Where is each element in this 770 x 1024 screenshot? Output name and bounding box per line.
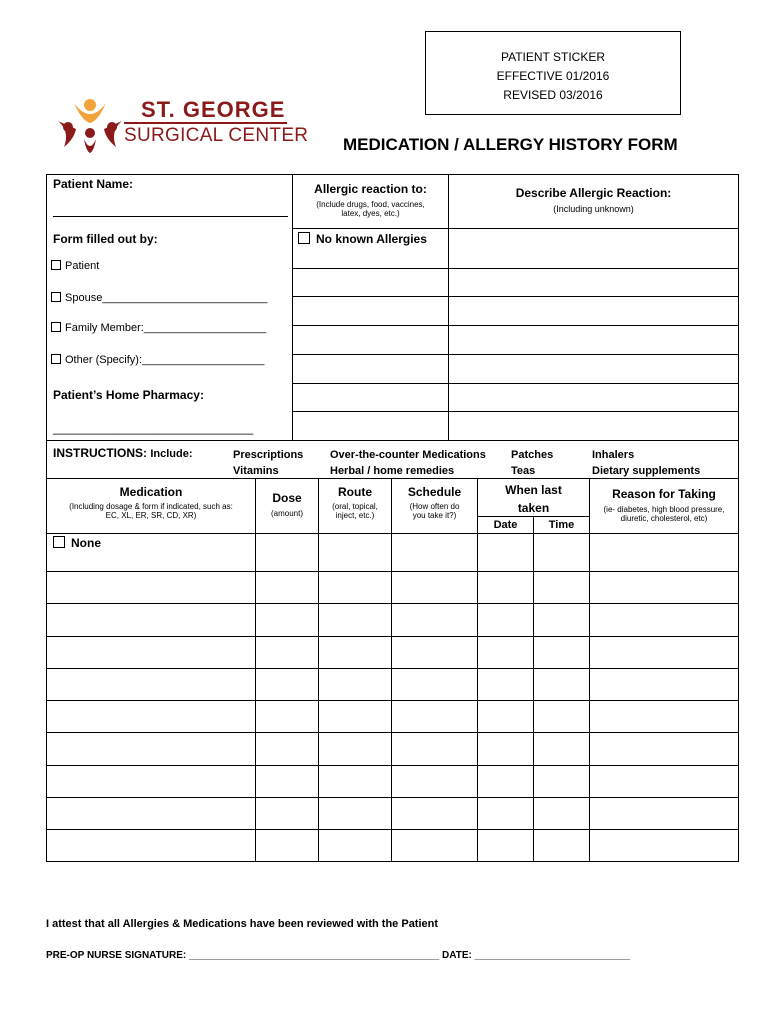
allergy-row-line	[292, 296, 739, 297]
table-row	[46, 700, 739, 701]
form-title: MEDICATION / ALLERGY HISTORY FORM	[343, 135, 678, 154]
route-header: Route (oral, topical, inject, etc.)	[332, 485, 378, 520]
filled-by-label: Form filled out by:	[53, 232, 158, 246]
instructions-col-2: Over-the-counter Medications Herbal / home remedies	[330, 449, 486, 477]
option-family-member[interactable]: Family Member:____________________	[51, 322, 266, 334]
option-other[interactable]: Other (Specify):____________________	[51, 354, 264, 366]
table-row	[46, 603, 739, 604]
dose-header: Dose (amount)	[270, 491, 303, 518]
patient-sticker-box	[425, 31, 681, 115]
col-line-route	[318, 478, 319, 862]
other-checkbox[interactable]	[51, 354, 61, 364]
allergy-row-line	[292, 354, 739, 355]
logo-name-line2: SURGICAL CENTER	[124, 125, 309, 146]
patient-name-field[interactable]	[53, 216, 288, 217]
medication-header: Medication (Including dosage & form if indicated, such as: EC, XL, ER, SR, CD, XR)	[69, 485, 233, 520]
nurse-signature-line[interactable]: PRE-OP NURSE SIGNATURE: _____________________________________________ DATE: ____________________________	[46, 950, 631, 961]
describe-reaction-header: Describe Allergic Reaction: (Including unknown)	[515, 186, 672, 214]
col-line-time	[533, 516, 534, 862]
allergy-row-line	[292, 383, 739, 384]
col-line-reason	[589, 478, 590, 862]
table-row	[46, 668, 739, 669]
home-pharmacy-field[interactable]: ______________________________	[53, 421, 254, 435]
allergy-row-line	[292, 411, 739, 412]
instructions-col-3: Patches Teas	[511, 449, 554, 477]
col-line-when	[477, 478, 478, 862]
time-header: Time	[548, 519, 575, 531]
logo-name-line1: ST. GEORGE	[141, 97, 286, 122]
table-row	[46, 571, 739, 572]
sticker-revised: REVISED 03/2016	[503, 88, 603, 102]
when-last-taken-header: When last taken	[505, 483, 562, 515]
logo-mark-icon	[56, 95, 126, 155]
med-table-top	[46, 478, 739, 479]
allergy-row-line	[292, 268, 739, 269]
allergy-reaction-to-header: Allergic reaction to: (Include drugs, food, vaccines, latex, dyes, etc.)	[314, 182, 427, 218]
reason-header: Reason for Taking (ie- diabetes, high blood pressure, diuretic, cholesterol, etc)	[603, 487, 725, 523]
top-border	[46, 174, 739, 175]
med-header-bottom	[46, 533, 739, 534]
table-row	[46, 829, 739, 830]
allergy-row-line	[292, 325, 739, 326]
no-known-allergies-option[interactable]: No known Allergies	[298, 232, 427, 246]
med-table-bottom	[46, 861, 739, 862]
no-known-allergies-checkbox[interactable]	[298, 232, 310, 244]
schedule-header: Schedule (How often do you take it?)	[407, 485, 462, 520]
sticker-effective: EFFECTIVE 01/2016	[496, 69, 610, 83]
attestation-text: I attest that all Allergies & Medications have been reviewed with the Patient	[46, 918, 439, 930]
spouse-checkbox[interactable]	[51, 292, 61, 302]
col-line-schedule	[391, 478, 392, 862]
sticker-title: PATIENT STICKER	[500, 50, 605, 64]
instructions-col-4: Inhalers Dietary supplements	[592, 449, 701, 477]
right-border	[738, 174, 739, 862]
no-medications-option[interactable]: None	[53, 536, 101, 550]
patient-checkbox[interactable]	[51, 260, 61, 270]
family-member-checkbox[interactable]	[51, 322, 61, 332]
instructions-col-1: Prescriptions Vitamins	[233, 449, 304, 477]
table-row	[46, 765, 739, 766]
option-patient[interactable]: Patient	[51, 260, 99, 272]
logo-divider	[124, 122, 287, 124]
table-row	[46, 797, 739, 798]
date-header: Date	[493, 519, 518, 531]
home-pharmacy-label: Patient’s Home Pharmacy:	[53, 388, 204, 402]
option-spouse[interactable]: Spouse___________________________	[51, 292, 268, 304]
instructions-label: INSTRUCTIONS: Include:	[53, 446, 193, 460]
table-row	[46, 636, 739, 637]
section-divider	[46, 440, 739, 441]
allergy-row-line	[292, 228, 739, 229]
table-row	[46, 732, 739, 733]
none-checkbox[interactable]	[53, 536, 65, 548]
col-line-dose	[255, 478, 256, 862]
patient-name-label: Patient Name:	[53, 177, 134, 191]
